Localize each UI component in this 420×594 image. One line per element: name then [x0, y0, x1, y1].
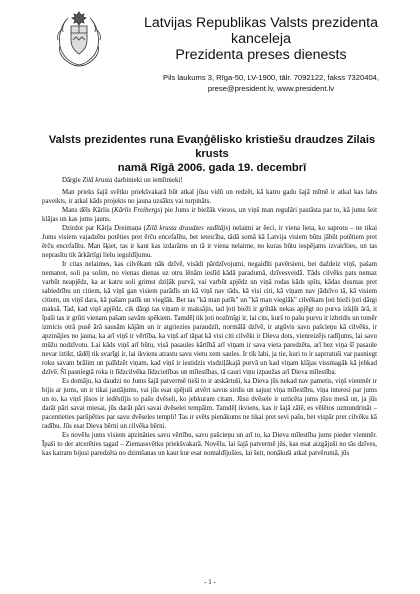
speech-body: [42, 176, 377, 568]
paragraph: Es domāju, ka daudzi no Jums šajā patvermē tieši to ir atskārtuši, ka Dieva jūs nekad nav pametis, viņš vienmēr ir bijis ar jums, un ir tikai jautājums, vai jūs esat spējuši atvērt savus sirdis un sajust viņa mīlestību, viņa interesi par jums un to, ka viņš jūsos ir iedēstījis to pašu dvēseli, ko jebkuram citam. Jūsu dvēsele ir uzticēta jums jūsu mesā un, ja jūs darāt pāri savai miesai, jūs darāt pāri savai dvēselei tempāim. Tamdēļ ikviens, kas ir šajā zālē, es vēlētos uzmundrināt – pacentieties parūpēties par savu dvēseles templi! Tas ir svēts pienākums ne tikai pret sevi pašu, bet vispār pret cilvēku kā radību. Jūs esat Dieva bērni un cilvēka bērni.: [42, 378, 377, 430]
speech-title: [42, 133, 382, 175]
contact-info: [156, 72, 386, 94]
paragraph: Man prieks šajā svētku priekšvakarā būt atkal jūsu vidū un redzēt, kā katru gadu šajā mītnē ir atkal kas labs paveikts, ir atkal kāds projekts no jauna uzsākts vai turpināts.: [42, 189, 377, 205]
paragraph: Ir citas nelaimes, kas cilvēkam nāk dzīvē, visādi pārdzīvojumi, negaidīti pavērsieni, bet daždeiz viņš, pašam nemanot, soli pa solim, no vienas dienas uz otru lēnām ieslīd kādā paradumā, dzīvesveidā. Tāds cilvēks pats nemaz varbūt neapjēdz, ka ar katru soli grimst dziļāk purvā, vai varbūt apjēdz un viņā rodas kāds spīts, kādas dusmas pret sabiedrību un citiem, kā viņš gan visiem parādīs un kā viņš nav tāds, kā visi citi, kā viņam nav jādzīvo tā, kā visiem citiem, un viņš dara, kā pašam patīk un vieglāk. Bet tas "kā man patīk" un "kā man vieglāk" cilvēkam ļoti bieži ļoti dārgi maksā. Tad, kad viņš apjēdz, cik dārgi tas viņam ir maksājis, tad ļoti bieži ir grūtāk nekas apjēgt no purva izkļūt ārā, it īpaši tas ir grūti vienam pašam savām spēkiem. Tamdēļ tik ļoti nozīmīgi ir, lai cits, kurš to pašu purvu ir izbridis un tomēr izmicis otrā pusē ārā sausām kājām un ir atgriezies paraudzīt, normālā dzīvē, ir atgūvis savu pašcieņu kā cilvēks, ir apzinājies no jauna, ka arī viņš ir vērtība, ka viņš arī tāpat kā visi citi cilvēki ir Dieva dots, vienreizējs radījums, lai savu mūžu nodzīvotu. Lai kāds viņš arī būtu, visā pasaules kārtībā arī viņam ir sava vieta paredzēta, arī bez viņa šī pasaule nevar iztikt, tādēļ tik svarīgi ir, lai ikviens atrastu savu vietu zem saules. Ir tik labi, ja tie, kuri to ir saprratuši var pasniegt roku savam brālim un palīdzēt viņam, kad viņš ir iestidzis visdziļākajā purvā un kad viņam klājas vissmagāk kā jebkad dzīvē. Šī pasniegtā roka ir līdzcilvēka līdzcietības un mīlestības, tā cauri viņu izpaužas arī Dieva mīlestība.: [42, 261, 377, 376]
text-run: ) pie Jums ir biežāk viesos, un viņš man regulāri pastāsta par to, kā jums šeit klājas un kas jums jauns.: [42, 207, 377, 223]
text-run: Dzirdot par Kārļa Dreimaņa (: [62, 225, 146, 232]
org-line-1: Latvijas Republikas Valsts prezidenta kanceleja: [144, 15, 378, 47]
emphasis-text: Kārlis Freibergs: [113, 207, 161, 214]
coat-of-arms-icon: [54, 6, 104, 68]
contact-email-web: prese@president.lv, www.president.lv: [207, 84, 335, 93]
contact-address: Pils laukums 3, Rīga-50, LV-1900, tālr. 7092122, fakss 7320404,: [163, 73, 379, 82]
text-run: ) nelaimi ar ēeci, ir viena lieta, ko saprotu – ne tikai Jums visiem vajadzētu potēties pret ērču encefalītu, bet ieteicība, tādā somā kā Latvija visiem būtu jābūt potētiem pret ērču encefalītu. Man šķiet, tas ir kaut kas izdarāms un tā ir viena nelaime, no kuras būtu iespējams izvairīties, un tas neprasītu tik ārkārtīgi lielu ieguldījumu.: [42, 225, 377, 259]
emphasis-text: Zilā krusta: [82, 177, 113, 184]
text-run: darbinieki un iemītnieki!: [112, 177, 183, 184]
emphasis-text: Zilā krusta draudzes vadītājs: [145, 225, 229, 232]
letterhead: [54, 6, 384, 122]
paragraph: [42, 224, 377, 260]
text-run: Mans dēls Kārlis (: [62, 207, 114, 214]
paragraph: [42, 206, 377, 224]
title-line-2: namā Rīgā 2006. gada 19. decembrī: [117, 162, 307, 174]
greeting-paragraph: [42, 176, 377, 185]
title-line-1: Valsts prezidentes runa Evaņģēlisko kristiešu draudzes Zilais krusts: [48, 134, 376, 160]
text-run: Dārgie: [62, 177, 83, 184]
organization-name: [126, 15, 396, 63]
page-number: - 1 -: [204, 578, 216, 586]
org-line-2: Prezidenta preses dienests: [175, 47, 347, 63]
paragraph: Es novēlu jums visiem apzināties savu vērtību, savu pašcieņu un arī to, ka Dieva mīlestība jums pieder vienmēr. Īpaši to der atcerēties tagad – Ziemassvētku priekšvakarā. Novēlu, lai šajā patvermē jūs, kas esat aizgājuši no tās dzīves, kas katram bijusi paredzēta no dzimšanas un kaut kur esat nomaldījušies, lai šeit, nonākuši atkal patvērumā, jūs: [42, 432, 377, 457]
